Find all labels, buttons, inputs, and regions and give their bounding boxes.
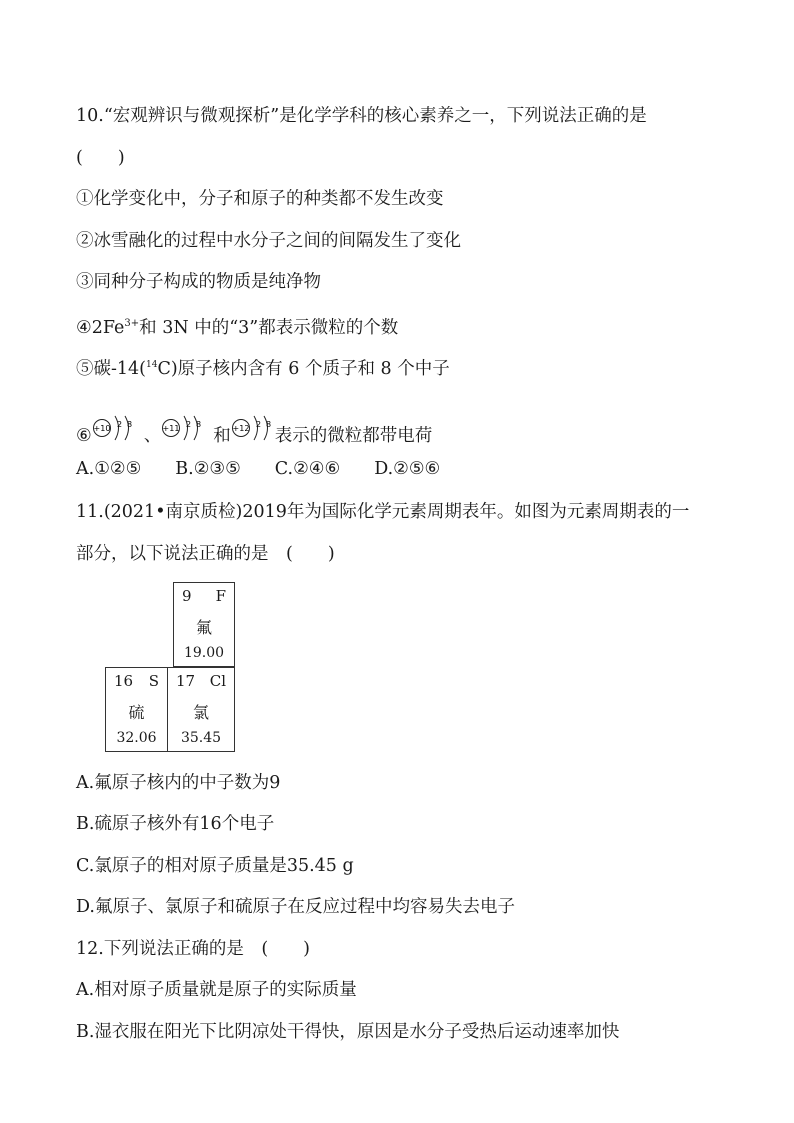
- q10-stem: 10.“宏观辨识与微观探析”是化学学科的核心素养之一，下列说法正确的是: [76, 106, 647, 126]
- q10-option-c: C.②④⑥: [274, 459, 341, 479]
- element-name: 硫: [128, 703, 145, 722]
- q10-statement-6: [76, 413, 432, 448]
- element-name: 氯: [192, 703, 209, 722]
- element-cell-fluorine: [173, 582, 235, 667]
- atom-shell-2: 8: [265, 420, 271, 429]
- q10-s5-part-b: C)原子核内含有 6 个质子和 8 个中子: [157, 359, 450, 379]
- element-atomic-number: 16: [114, 672, 134, 690]
- element-symbol: S: [148, 672, 159, 690]
- q10-s4-part-a: ④2Fe: [76, 318, 125, 338]
- q10-statement-2: ②冰雪融化的过程中水分子之间的间隔发生了变化: [76, 231, 461, 251]
- element-name: 氟: [195, 618, 212, 637]
- atom-structure-diagram-mg: [231, 413, 275, 443]
- atom-shell-1: 2: [116, 420, 122, 429]
- q11-option-b: B.硫原子核外有16个电子: [76, 814, 275, 834]
- q10-answer-bracket: ( ): [76, 148, 125, 168]
- q10-statement-4: [76, 312, 398, 340]
- q10-s6-separator-1: 、: [143, 426, 162, 446]
- element-cell-sulfur: [105, 667, 167, 752]
- periodic-table-fragment: [105, 582, 235, 754]
- element-symbol: Cl: [209, 672, 226, 690]
- q10-s5-superscript: 14: [146, 360, 158, 370]
- q10-statement-3: ③同种分子构成的物质是纯净物: [76, 272, 321, 292]
- q10-option-d: D.②⑤⑥: [374, 459, 441, 479]
- q10-statement-5: [76, 353, 450, 381]
- element-atomic-number: 17: [176, 672, 196, 690]
- q10-s4-part-b: 和 3N 中的“3”都表示微粒的个数: [139, 318, 399, 338]
- element-atomic-number: 9: [182, 587, 192, 605]
- q10-s5-part-a: ⑤碳-14(: [76, 359, 147, 379]
- atom-nucleus-charge: +12: [232, 424, 250, 433]
- q12-stem: 12.下列说法正确的是 ( ): [76, 939, 310, 959]
- q10-option-b: B.②③⑤: [175, 459, 241, 479]
- q10-option-a: A.①②⑤: [76, 459, 142, 479]
- atom-structure-diagram-na: [161, 413, 213, 443]
- q11-option-a: A.氟原子核内的中子数为9: [76, 773, 281, 793]
- atom-structure-diagram-ne: [92, 413, 144, 443]
- element-symbol: F: [215, 587, 226, 605]
- atom-shell-2: 8: [126, 420, 132, 429]
- q10-options: [76, 457, 440, 481]
- q10-s4-superscript: 3+: [124, 318, 140, 329]
- element-atomic-mass: 35.45: [180, 730, 222, 746]
- atom-shell-1: 2: [186, 420, 192, 429]
- q11-option-d: D.氟原子、氯原子和硫原子在反应过程中均容易失去电子: [76, 897, 515, 917]
- q11-stem-line-1: 11.(2021•南京质检)2019年为国际化学元素周期表年。如图为元素周期表的一: [76, 502, 690, 522]
- q11-stem-line-2: 部分，以下说法正确的是 ( ): [76, 544, 335, 564]
- q10-s6-prefix: ⑥: [76, 426, 92, 446]
- atom-shell-1: 2: [255, 420, 261, 429]
- element-atomic-mass: 32.06: [116, 730, 157, 746]
- atom-nucleus-charge: +11: [162, 424, 180, 433]
- q11-option-c: C.氯原子的相对原子质量是35.45 g: [76, 856, 354, 876]
- element-cell-chlorine: [167, 667, 235, 752]
- atom-shell-2: 8: [196, 420, 202, 429]
- q10-statement-1: ①化学变化中，分子和原子的种类都不发生改变: [76, 189, 444, 209]
- q10-s6-separator-2: 和: [213, 426, 231, 446]
- q10-s6-suffix: 表示的微粒都带电荷: [274, 426, 433, 446]
- atom-nucleus-charge: +10: [93, 424, 111, 433]
- q12-option-a: A.相对原子质量就是原子的实际质量: [76, 980, 357, 1000]
- q12-option-b: B.湿衣服在阳光下比阴凉处干得快，原因是水分子受热后运动速率加快: [76, 1022, 620, 1042]
- element-atomic-mass: 19.00: [183, 645, 225, 661]
